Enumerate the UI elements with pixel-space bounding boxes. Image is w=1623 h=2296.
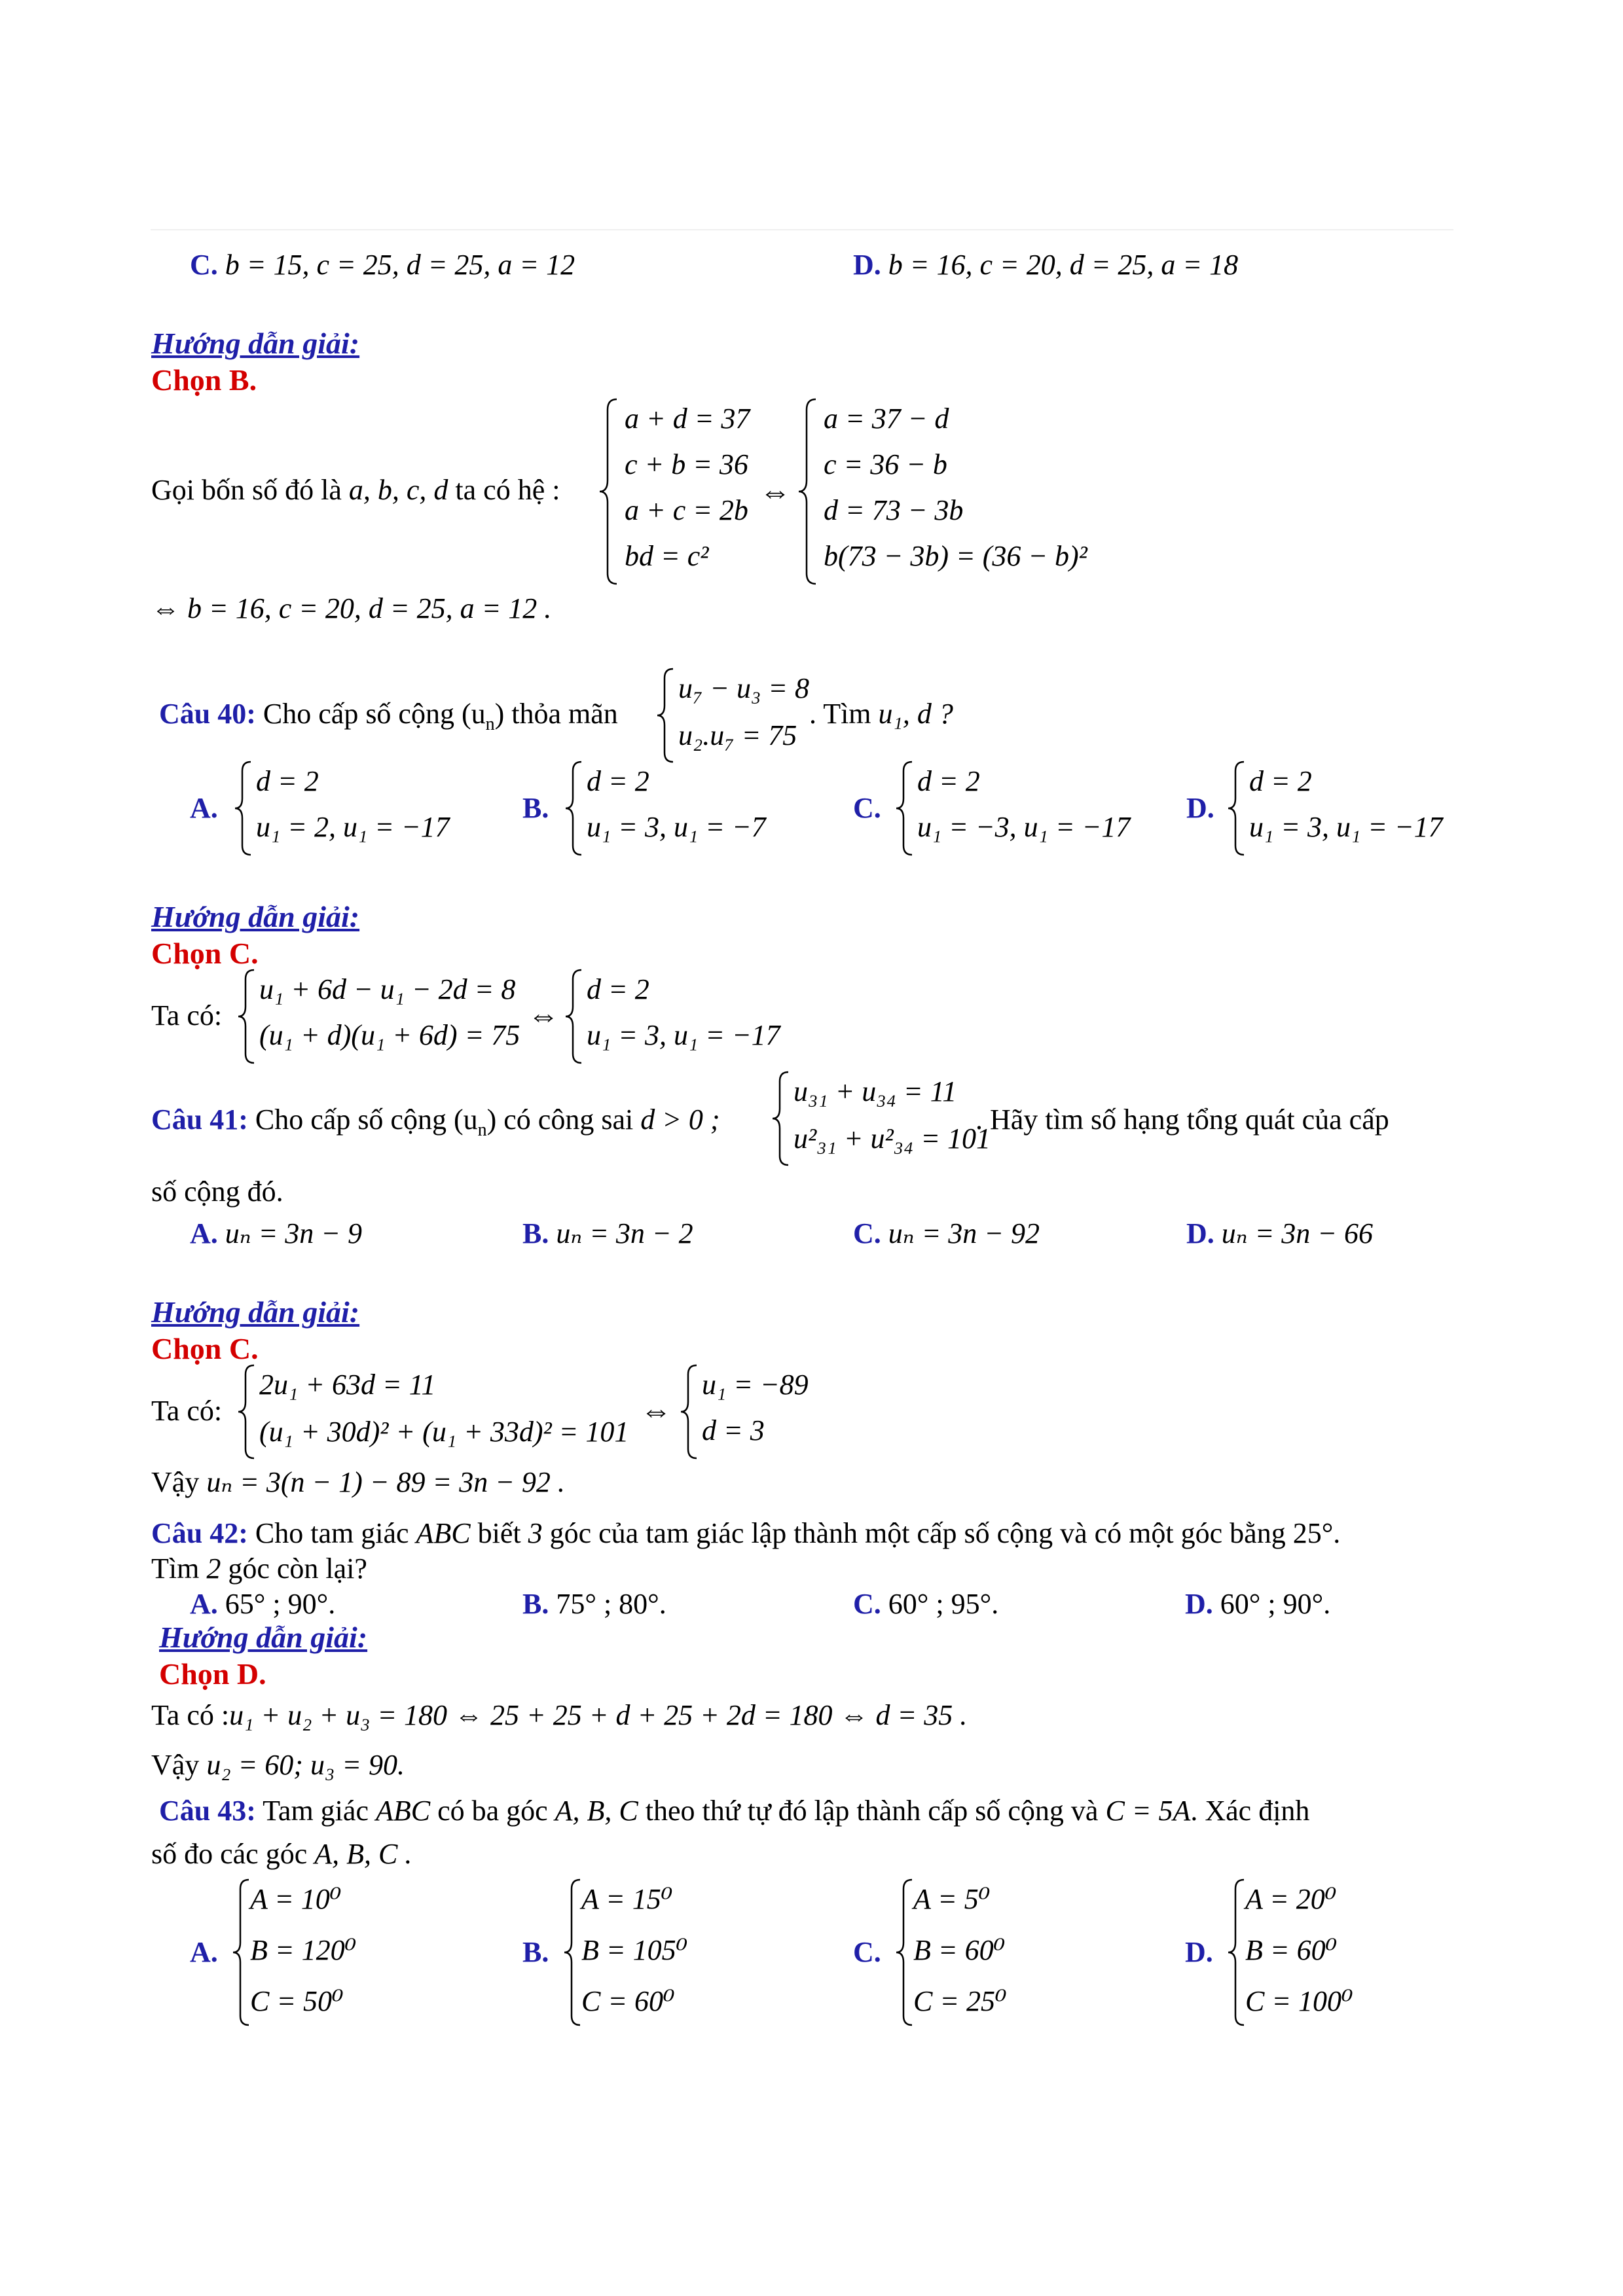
c41-option-b: B. uₙ = 3n − 2 — [522, 1217, 693, 1249]
c39-guide-heading: Hướng dẫn giải: — [151, 327, 360, 360]
c42-question-line2: Tìm 2 góc còn lại? — [151, 1552, 367, 1585]
c41-solution-right: u₁ = −89 d = 3 — [678, 1363, 848, 1461]
c39-option-c: C. b = 15, c = 25, d = 25, a = 12 — [190, 249, 575, 281]
c40-option-c-system: d = 2 u₁ = −3, u₁ = −17 — [894, 759, 1129, 857]
c43-question-line2: số đo các góc A, B, C . — [151, 1838, 412, 1870]
brace-icon — [563, 967, 587, 1066]
c40-system: u₇ − u₃ = 8 u₂.u₇ = 75 — [655, 666, 812, 764]
brace-icon — [894, 759, 917, 857]
c41-system: u₃₁ + u₃₄ = 11 u²₃₁ + u²₃₄ = 101 — [770, 1069, 986, 1168]
equivalence-icon: ⇔ — [640, 1393, 672, 1428]
c43-option-c: C. — [853, 1936, 881, 1968]
c40-solution-left: u₁ + 6d − u₁ − 2d = 8 (u₁ + d)(u₁ + 6d) = 75 — [236, 967, 537, 1066]
c43-option-d-system: A = 20⁰ B = 60⁰ C = 100⁰ — [1226, 1877, 1396, 2028]
brace-icon — [597, 397, 623, 586]
c40-option-a: A. — [190, 792, 218, 824]
brace-icon — [770, 1069, 793, 1168]
c42-conclusion: Vậy u₂ = 60; u₃ = 90. — [151, 1749, 405, 1781]
c41-answer: Chọn C. — [151, 1332, 259, 1365]
c39-intro: Gọi bốn số đó là a, b, c, d ta có hệ : — [151, 474, 560, 506]
c43-option-a-system: A = 10⁰ B = 120⁰ C = 50⁰ — [230, 1877, 401, 2028]
c40-question: Câu 40: Cho cấp số cộng $(u_n)$ thỏa mãn — [159, 698, 618, 734]
c40-find: . Tìm u₁, d ? — [809, 698, 953, 730]
c40-option-b-system: d = 2 u₁ = 3, u₁ = −7 — [563, 759, 779, 857]
c40-option-a-system: d = 2 u₁ = 2, u₁ = −17 — [232, 759, 448, 857]
c42-answer: Chọn D. — [159, 1657, 266, 1691]
c41-option-d: D. uₙ = 3n − 66 — [1186, 1217, 1373, 1249]
c39-result: ⇔ b = 16, c = 20, d = 25, a = 12 . — [151, 592, 552, 624]
c42-question: Câu 42: Cho tam giác ABC biết 3 góc của tam giác lập thành một cấp số cộng và có một góc bằng 25°. — [151, 1517, 1341, 1549]
c39-option-d: D. b = 16, c = 20, d = 25, a = 18 — [853, 249, 1239, 281]
c40-solution-right: d = 2 u₁ = 3, u₁ = −17 — [563, 967, 799, 1066]
c41-taco: Ta có: — [151, 1395, 223, 1427]
c40-option-d-system: d = 2 u₁ = 3, u₁ = −17 — [1226, 759, 1455, 857]
c40-option-c: C. — [853, 792, 881, 824]
c39-system-right: a = 37 − d c = 36 − b d = 73 − 3b b(73 − 3b) = (36 − b)² — [796, 397, 1097, 586]
c43-option-b-system: A = 15⁰ B = 105⁰ C = 60⁰ — [562, 1877, 732, 2028]
c43-question: Câu 43: Tam giác ABC có ba góc A, B, C theo thứ tự đó lập thành cấp số cộng và C = 5A. Xác định — [159, 1795, 1310, 1827]
c39-system-left: a + d = 37 c + b = 36 a + c = 2b bd = c² — [597, 397, 767, 586]
c41-question-line2: số cộng đó. — [151, 1175, 283, 1208]
c43-option-d: D. — [1185, 1936, 1213, 1968]
c41-question: Câu 41: Cho cấp số cộng $(u_n)$ có công sai d > 0 ; — [151, 1103, 720, 1140]
c43-option-a: A. — [190, 1936, 218, 1968]
c42-option-c: C. 60° ; 95°. — [853, 1588, 999, 1620]
brace-icon — [236, 1363, 259, 1461]
c40-option-d: D. — [1186, 792, 1214, 824]
c42-option-d: D. 60° ; 90°. — [1185, 1588, 1331, 1620]
c42-solution: Ta có :u₁ + u₂ + u₃ = 180 ⇔ 25 + 25 + d + 25 + 2d = 180 ⇔ d = 35 . — [151, 1699, 968, 1731]
brace-icon — [655, 666, 678, 764]
c40-guide-heading: Hướng dẫn giải: — [151, 900, 360, 933]
c41-solution-left: 2u₁ + 63d = 11 (u₁ + 30d)² + (u₁ + 33d)² = 101 — [236, 1363, 655, 1461]
c41-conclusion: Vậy uₙ = 3(n − 1) − 89 = 3n − 92 . — [151, 1466, 565, 1498]
c43-option-c-system: A = 5⁰ B = 60⁰ C = 25⁰ — [894, 1877, 1064, 2028]
c42-option-b: B. 75° ; 80°. — [522, 1588, 666, 1620]
c43-option-b: B. — [522, 1936, 549, 1968]
c39-answer: Chọn B. — [151, 363, 257, 397]
brace-icon — [563, 759, 587, 857]
brace-icon — [232, 759, 256, 857]
equivalence-icon: ⇔ — [759, 475, 791, 509]
c41-guide-heading: Hướng dẫn giải: — [151, 1295, 360, 1329]
c42-guide-heading: Hướng dẫn giải: — [159, 1621, 368, 1654]
top-divider — [151, 229, 1453, 230]
c41-option-a: A. uₙ = 3n − 9 — [190, 1217, 362, 1249]
equivalence-icon: ⇔ — [528, 998, 559, 1033]
brace-icon — [236, 967, 259, 1066]
c42-option-a: A. 65° ; 90°. — [190, 1588, 336, 1620]
c41-question-tail: . Hãy tìm số hạng tổng quát của cấp — [976, 1103, 1389, 1136]
c40-taco: Ta có: — [151, 999, 223, 1031]
c40-answer: Chọn C. — [151, 937, 259, 970]
c40-option-b: B. — [522, 792, 549, 824]
brace-icon — [796, 397, 822, 586]
brace-icon — [678, 1363, 702, 1461]
brace-icon — [1226, 759, 1249, 857]
c41-option-c: C. uₙ = 3n − 92 — [853, 1217, 1040, 1249]
